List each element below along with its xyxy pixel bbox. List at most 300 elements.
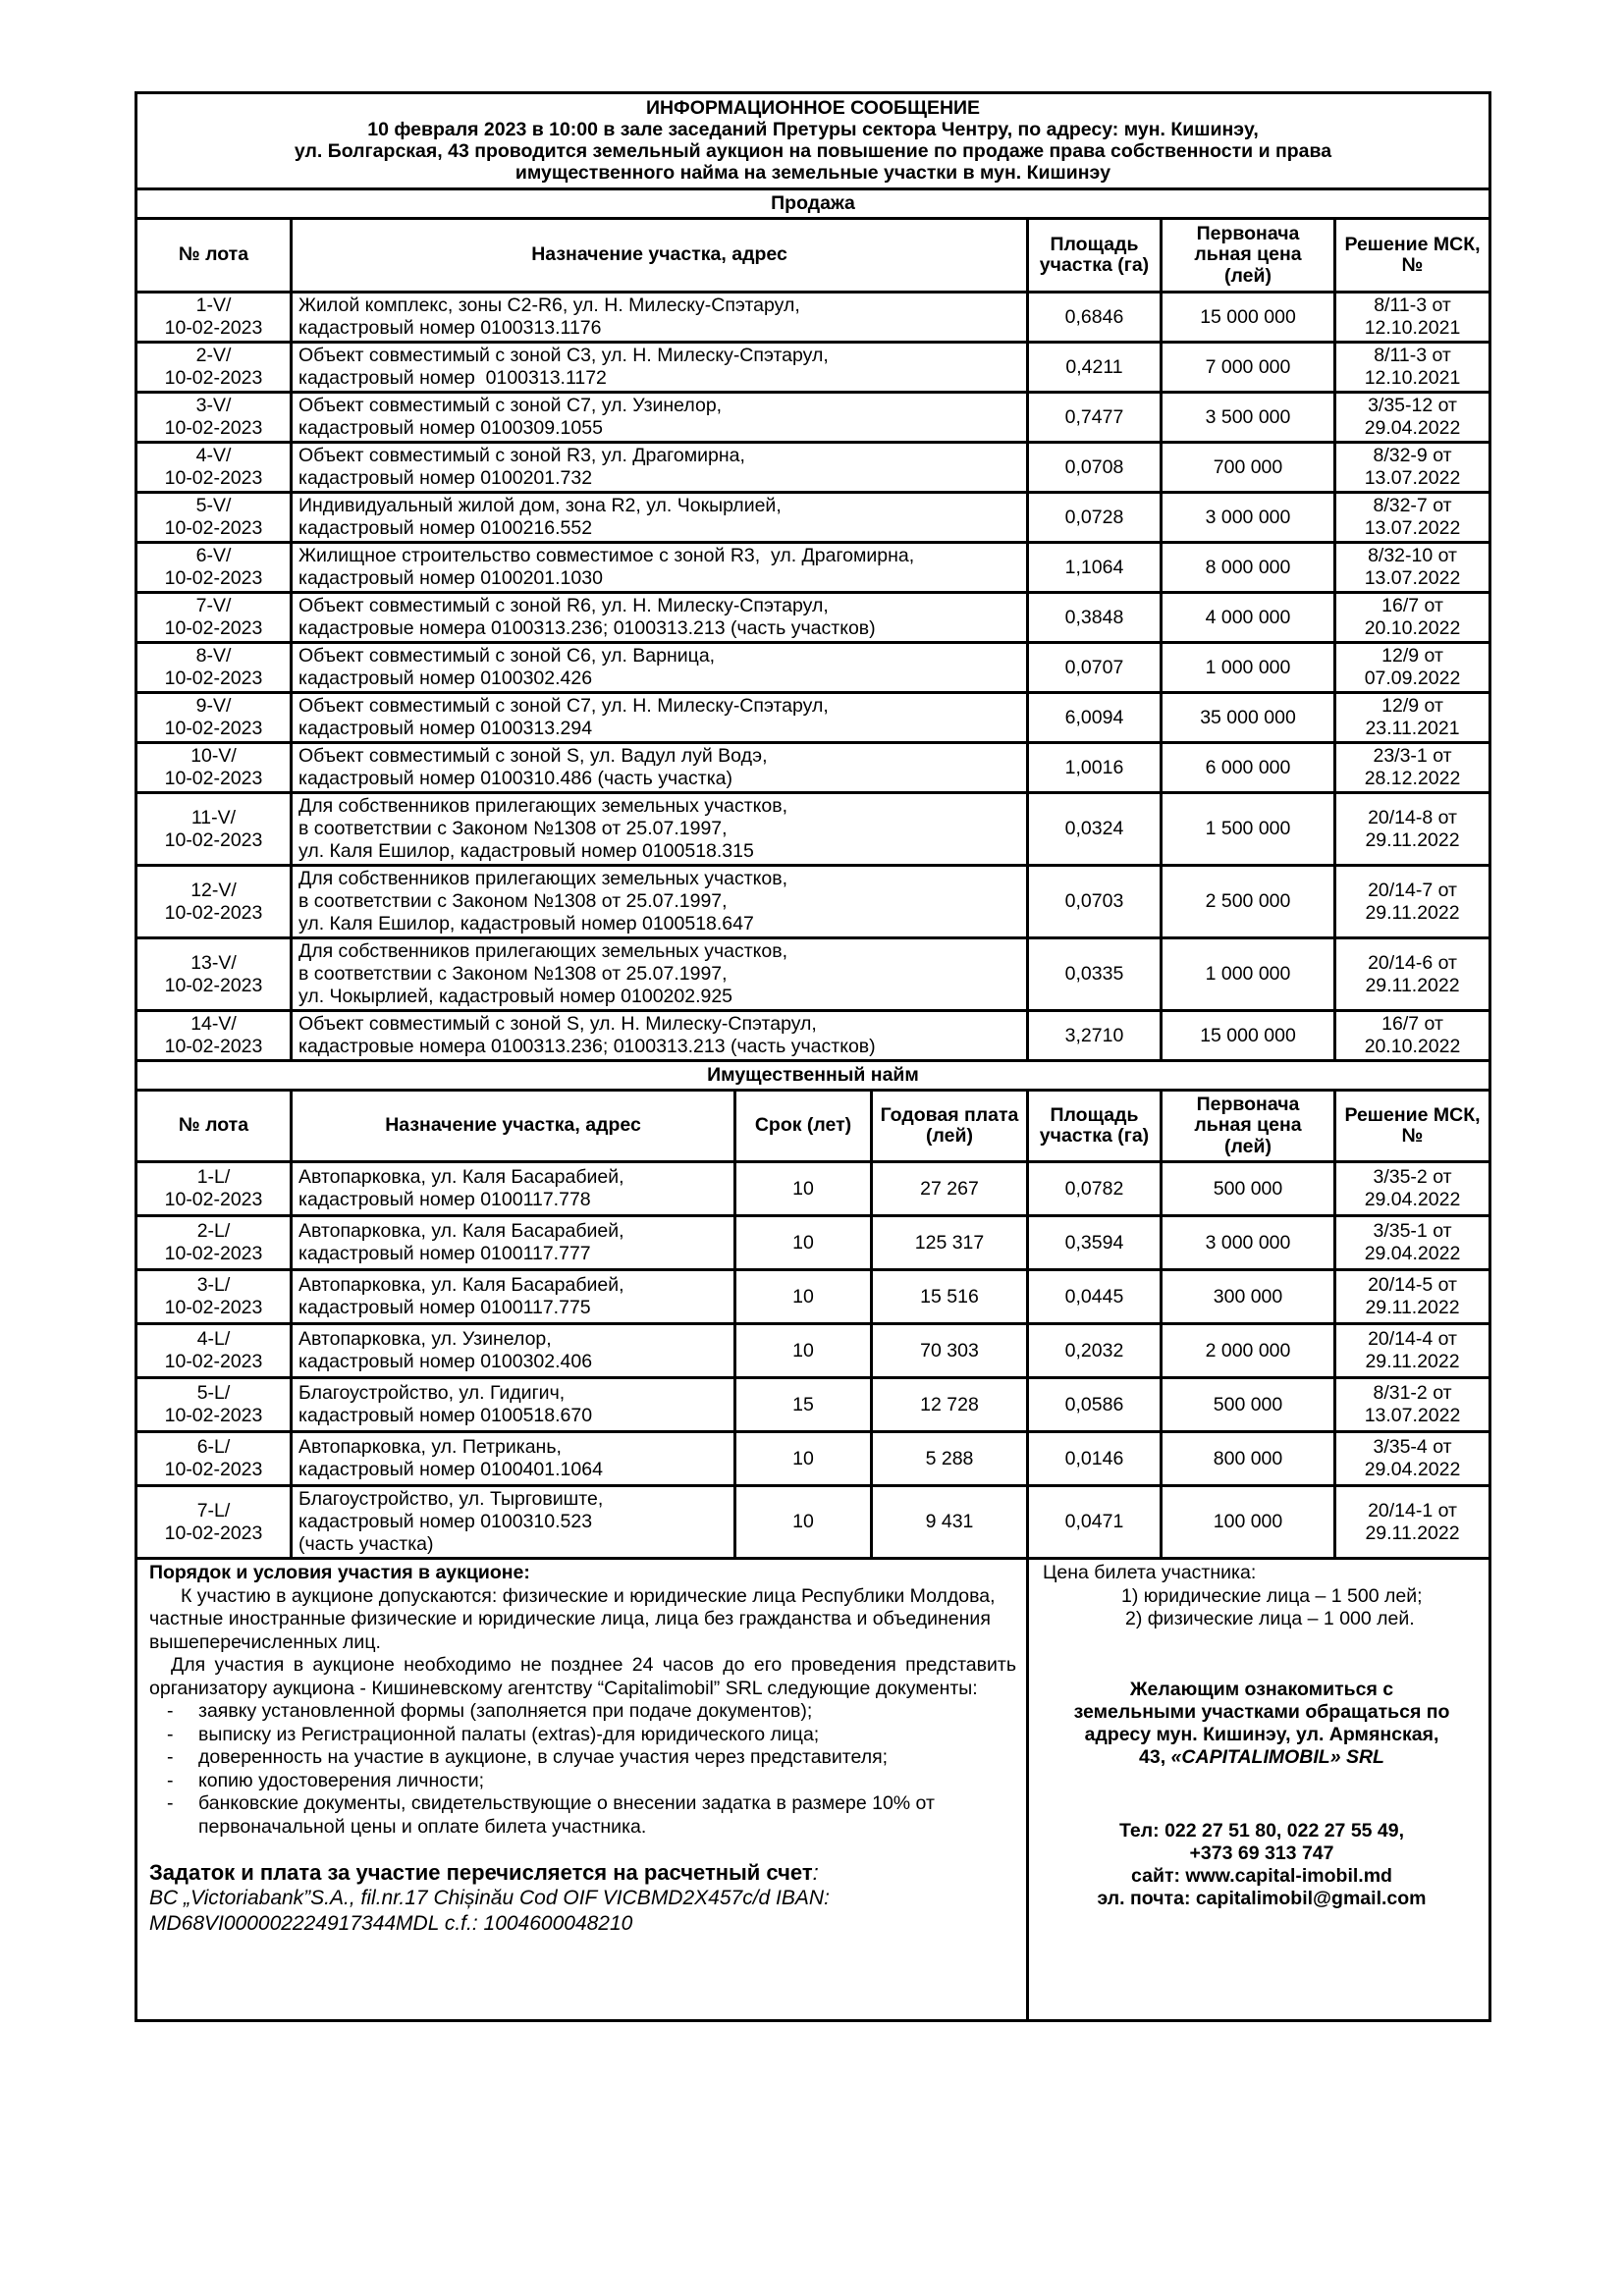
council-decision	[1335, 1486, 1490, 1559]
purpose-line: кадастровые номера 0100313.236; 0100313.213 (часть участков)	[298, 617, 876, 639]
lease-term: 10	[735, 1324, 872, 1378]
lot-code: 8-V/	[195, 645, 232, 667]
plot-area: 0,6846	[1028, 293, 1162, 343]
plot-purpose	[292, 938, 1028, 1011]
ticket-price-legal: 1) юридические лица – 1 500 лей;	[1121, 1584, 1423, 1607]
purpose-line: Благоустройство, ул. Гидигич,	[298, 1382, 566, 1404]
plot-area: 0,0782	[1028, 1162, 1162, 1216]
col-price: Первонача льная цена (лей)	[1162, 1091, 1335, 1162]
lease-row	[136, 1432, 1490, 1486]
conditions-para-1: К участию в аукционе допускаются: физические и юридические лица Республики Молдова, частные иностранные физические и юридические лица, лица без гражданства и объединения вышеперечисленных лиц.	[149, 1584, 996, 1653]
decision-number: 12/9 от	[1381, 645, 1443, 667]
plot-purpose	[292, 393, 1028, 443]
lot-code: 9-V/	[195, 695, 232, 717]
plot-area: 1,0016	[1028, 743, 1162, 793]
lot-date: 10-02-2023	[164, 1522, 263, 1544]
decision-number: 20/14-8 от	[1368, 806, 1457, 828]
purpose-line: Жилой комплекс, зоны С2-R6, ул. Н. Милеску-Спэтарул,	[298, 294, 800, 316]
notice-header	[136, 93, 1490, 189]
decision-date: 29.11.2022	[1365, 1297, 1460, 1318]
purpose-line: кадастровый номер 0100302.426	[298, 667, 593, 689]
starting-price: 500 000	[1162, 1162, 1335, 1216]
annual-fee: 5 288	[872, 1432, 1028, 1486]
lot-number	[136, 1011, 292, 1061]
purpose-line: кадастровый номер 0100313.1172	[298, 367, 607, 389]
lot-code: 6-V/	[195, 545, 232, 566]
purpose-line: Объект совместимый с зоной S, ул. Н. Милеску-Спэтарул,	[298, 1013, 817, 1035]
lot-code: 5-L/	[196, 1382, 231, 1404]
lot-number	[136, 1162, 292, 1216]
starting-price: 3 000 000	[1162, 493, 1335, 543]
lot-number	[136, 293, 292, 343]
sale-row	[136, 866, 1490, 938]
plot-area: 0,0707	[1028, 643, 1162, 693]
col-purpose: Назначение участка, адрес	[292, 219, 1028, 293]
purpose-line: Автопарковка, ул. Узинелор,	[298, 1328, 552, 1350]
plot-purpose	[292, 493, 1028, 543]
lot-number	[136, 1270, 292, 1324]
purpose-line: Автопарковка, ул. Петрикань,	[298, 1436, 562, 1458]
decision-date: 29.11.2022	[1365, 901, 1460, 924]
lot-date: 10-02-2023	[164, 1297, 263, 1318]
mobile-number: +373 69 313 747	[1189, 1842, 1334, 1864]
website-link[interactable]: сайт: www.capital-imobil.md	[1131, 1864, 1392, 1887]
plot-purpose	[292, 1270, 735, 1324]
notice-line-2: ул. Болгарская, 43 проводится земельный аукцион на повышение по продаже права собственности и права	[294, 140, 1332, 162]
lot-code: 4-L/	[196, 1328, 231, 1350]
col-decision: Решение МСК, №	[1335, 219, 1490, 293]
council-decision	[1335, 293, 1490, 343]
starting-price: 3 500 000	[1162, 393, 1335, 443]
col-annual-fee: Годовая плата (лей)	[872, 1091, 1028, 1162]
plot-purpose	[292, 1011, 1028, 1061]
starting-price: 1 500 000	[1162, 793, 1335, 866]
starting-price: 300 000	[1162, 1270, 1335, 1324]
council-decision	[1335, 343, 1490, 393]
starting-price: 100 000	[1162, 1486, 1335, 1559]
council-decision	[1335, 1270, 1490, 1324]
lot-date: 10-02-2023	[164, 617, 263, 639]
council-decision	[1335, 693, 1490, 743]
plot-area: 0,4211	[1028, 343, 1162, 393]
purpose-line: Индивидуальный жилой дом, зона R2, ул. Чокырлией,	[298, 495, 782, 516]
plot-area: 0,3848	[1028, 593, 1162, 643]
plot-purpose	[292, 1324, 735, 1378]
phones-block	[1043, 1820, 1481, 1910]
lot-date: 10-02-2023	[164, 974, 263, 996]
lot-code: 2-V/	[195, 345, 232, 366]
lot-code: 10-V/	[190, 745, 237, 767]
ticket-price-title: Цена билета участника:	[1043, 1562, 1257, 1583]
contact-line	[1043, 1746, 1481, 1769]
starting-price: 4 000 000	[1162, 593, 1335, 643]
purpose-line: кадастровый номер 0100216.552	[298, 517, 593, 539]
lot-date: 10-02-2023	[164, 768, 263, 789]
purpose-line: Для собственников прилегающих земельных участков,	[298, 795, 788, 817]
notice-line-1: 10 февраля 2023 в 10:00 в зале заседаний Претуры сектора Чентру, по адресу: мун. Кишинэу,	[367, 119, 1259, 140]
conditions-panel	[136, 1559, 1028, 2021]
decision-date: 29.04.2022	[1364, 1189, 1461, 1210]
bank-details-line-1: BC „Victoriabank”S.A., fil.nr.17 Chișinău Cod OIF VICBMD2X457c/d IBAN:	[149, 1887, 830, 1909]
lot-code: 1-L/	[196, 1166, 231, 1188]
decision-date: 20.10.2022	[1364, 1036, 1461, 1057]
decision-date: 12.10.2021	[1364, 367, 1461, 389]
purpose-line: кадастровый номер 0100401.1064	[298, 1459, 603, 1480]
lot-number	[136, 1324, 292, 1378]
lot-date: 10-02-2023	[164, 1459, 263, 1480]
decision-number: 16/7 от	[1381, 1013, 1443, 1035]
lot-code: 7-V/	[195, 595, 232, 616]
lot-date: 10-02-2023	[164, 1405, 263, 1426]
col-decision: Решение МСК, №	[1335, 1091, 1490, 1162]
decision-date: 07.09.2022	[1364, 667, 1461, 689]
decision-number: 8/31-2 от	[1373, 1382, 1452, 1404]
lot-date: 10-02-2023	[164, 901, 263, 924]
plot-area: 1,1064	[1028, 543, 1162, 593]
plot-purpose	[292, 1162, 735, 1216]
purpose-line: кадастровый номер 0100310.486 (часть участка)	[298, 768, 732, 789]
decision-date: 13.07.2022	[1364, 517, 1461, 539]
sale-row	[136, 493, 1490, 543]
decision-date: 29.04.2022	[1364, 417, 1461, 439]
lot-number	[136, 1378, 292, 1432]
sale-section-row	[136, 189, 1490, 219]
decision-number: 12/9 от	[1381, 695, 1443, 717]
lot-number	[136, 593, 292, 643]
starting-price: 6 000 000	[1162, 743, 1335, 793]
lease-row	[136, 1162, 1490, 1216]
lot-date: 10-02-2023	[164, 567, 263, 589]
lease-row	[136, 1324, 1490, 1378]
lot-date: 10-02-2023	[164, 1351, 263, 1372]
purpose-line: кадастровый номер 0100310.523	[298, 1511, 593, 1532]
lot-code: 11-V/	[190, 806, 237, 828]
plot-purpose	[292, 343, 1028, 393]
email-link[interactable]: эл. почта: capitalimobil@gmail.com	[1097, 1887, 1427, 1909]
lease-rows	[136, 1162, 1490, 1559]
decision-number: 20/14-1 от	[1368, 1499, 1457, 1522]
decision-number: 3/35-1 от	[1373, 1220, 1452, 1242]
council-decision	[1335, 793, 1490, 866]
lot-date: 10-02-2023	[164, 417, 263, 439]
lease-term: 15	[735, 1378, 872, 1432]
plot-area: 0,0445	[1028, 1270, 1162, 1324]
purpose-line: Объект совместимый с зоной R6, ул. Н. Милеску-Спэтарул,	[298, 595, 829, 616]
contact-panel	[1028, 1559, 1490, 2021]
sale-row	[136, 693, 1490, 743]
decision-number: 20/14-4 от	[1368, 1328, 1457, 1350]
sale-section-title: Продажа	[136, 189, 1490, 219]
decision-number: 20/14-6 от	[1368, 951, 1457, 974]
plot-purpose	[292, 793, 1028, 866]
decision-date: 29.11.2022	[1365, 828, 1460, 851]
purpose-line: Объект совместимый с зоной R3, ул. Драгомирна,	[298, 445, 745, 466]
plot-area: 0,0335	[1028, 938, 1162, 1011]
purpose-line: Для собственников прилегающих земельных участков,	[298, 940, 788, 962]
lot-number	[136, 793, 292, 866]
decision-date: 29.11.2022	[1365, 1522, 1460, 1544]
lease-term: 10	[735, 1486, 872, 1559]
purpose-line: Для собственников прилегающих земельных участков,	[298, 868, 788, 889]
council-decision	[1335, 593, 1490, 643]
plot-purpose	[292, 1378, 735, 1432]
purpose-line: Благоустройство, ул. Тырговиште,	[298, 1488, 604, 1510]
contact-line: адресу мун. Кишинэу, ул. Армянская,	[1084, 1723, 1439, 1745]
lot-date: 10-02-2023	[164, 467, 263, 489]
decision-date: 29.11.2022	[1365, 974, 1460, 996]
purpose-line: Объект совместимый с зоной С7, ул. Узинелор,	[298, 395, 723, 416]
annual-fee: 125 317	[872, 1216, 1028, 1270]
col-lot: № лота	[136, 1091, 292, 1162]
plot-area: 0,0586	[1028, 1378, 1162, 1432]
lot-code: 5-V/	[195, 495, 232, 516]
council-decision	[1335, 493, 1490, 543]
decision-date: 13.07.2022	[1364, 467, 1461, 489]
lot-number	[136, 743, 292, 793]
lot-number	[136, 643, 292, 693]
sale-rows	[136, 293, 1490, 1061]
purpose-line: Объект совместимый с зоной S, ул. Вадул луй Водэ,	[298, 745, 768, 767]
notice-line-3: имущественного найма на земельные участки в мун. Кишинэу	[514, 162, 1111, 184]
lease-term: 10	[735, 1162, 872, 1216]
annual-fee: 9 431	[872, 1486, 1028, 1559]
starting-price: 1 000 000	[1162, 643, 1335, 693]
plot-purpose	[292, 743, 1028, 793]
lease-header-row	[136, 1091, 1490, 1162]
auction-table	[135, 91, 1491, 2022]
sale-row	[136, 793, 1490, 866]
lot-date: 10-02-2023	[164, 1243, 263, 1264]
council-decision	[1335, 1011, 1490, 1061]
lot-number	[136, 443, 292, 493]
decision-number: 16/7 от	[1381, 595, 1443, 616]
lease-row	[136, 1486, 1490, 1559]
decision-number: 8/32-9 от	[1373, 445, 1452, 466]
council-decision	[1335, 1378, 1490, 1432]
decision-date: 20.10.2022	[1364, 617, 1461, 639]
decision-date: 23.11.2021	[1365, 718, 1460, 739]
deposit-title	[149, 1860, 1016, 1886]
document-item: - доверенность на участие в аукционе, в случае участия через представителя;	[167, 1746, 1016, 1770]
document-item: - банковские документы, свидетельствующие о внесении задатка в размере 10% от первоначальной цены и оплате билета участника.	[167, 1792, 1016, 1839]
annual-fee: 27 267	[872, 1162, 1028, 1216]
sale-row	[136, 443, 1490, 493]
plot-purpose	[292, 593, 1028, 643]
col-price: Первонача льная цена (лей)	[1162, 219, 1335, 293]
sale-header-row	[136, 219, 1490, 293]
lot-number	[136, 938, 292, 1011]
lot-date: 10-02-2023	[164, 828, 263, 851]
decision-date: 29.04.2022	[1364, 1243, 1461, 1264]
lot-number	[136, 1216, 292, 1270]
plot-area: 6,0094	[1028, 693, 1162, 743]
ticket-price-individual: 2) физические лица – 1 000 лей.	[1125, 1608, 1415, 1629]
purpose-line: Объект совместимый с зоной С6, ул. Варница,	[298, 645, 716, 667]
purpose-line: в соответствии с Законом №1308 от 25.07.1997,	[298, 818, 728, 839]
annual-fee: 15 516	[872, 1270, 1028, 1324]
purpose-line: ул. Каля Ешилор, кадастровый номер 0100518.647	[298, 913, 754, 934]
conditions-row	[136, 1559, 1490, 2021]
lot-number	[136, 393, 292, 443]
phone-numbers: Тел: 022 27 51 80, 022 27 55 49,	[1118, 1819, 1405, 1842]
decision-number: 23/3-1 от	[1373, 745, 1452, 767]
decision-number: 8/32-10 от	[1368, 545, 1457, 566]
purpose-line: Жилищное строительство совместимое с зоной R3, ул. Драгомирна,	[298, 545, 915, 566]
purpose-line: кадастровый номер 0100201.1030	[298, 567, 603, 589]
purpose-line: кадастровый номер 0100518.670	[298, 1405, 593, 1426]
starting-price: 15 000 000	[1162, 1011, 1335, 1061]
purpose-line: ул. Каля Ешилор, кадастровый номер 0100518.315	[298, 840, 754, 862]
information-notice	[135, 91, 1489, 2022]
decision-date: 13.07.2022	[1364, 567, 1461, 589]
plot-purpose	[292, 643, 1028, 693]
purpose-line: ул. Чокырлией, кадастровый номер 0100202.925	[298, 986, 733, 1007]
lease-section-title: Имущественный найм	[136, 1061, 1490, 1091]
plot-area: 0,0728	[1028, 493, 1162, 543]
starting-price: 2 500 000	[1162, 866, 1335, 938]
sale-row	[136, 643, 1490, 693]
lease-row	[136, 1270, 1490, 1324]
lease-row	[136, 1378, 1490, 1432]
plot-area: 3,2710	[1028, 1011, 1162, 1061]
purpose-line: кадастровый номер 0100117.777	[298, 1243, 591, 1264]
bank-details-line-2: MD68VI000002224917344MDL c.f.: 1004600048210	[149, 1912, 633, 1935]
plot-area: 0,0703	[1028, 866, 1162, 938]
col-area: Площадь участка (га)	[1028, 1091, 1162, 1162]
decision-date: 29.04.2022	[1364, 1459, 1461, 1480]
starting-price: 15 000 000	[1162, 293, 1335, 343]
council-decision	[1335, 1216, 1490, 1270]
lot-number	[136, 866, 292, 938]
lease-term: 10	[735, 1216, 872, 1270]
council-decision	[1335, 1324, 1490, 1378]
decision-number: 3/35-4 от	[1373, 1436, 1452, 1458]
plot-purpose	[292, 1486, 735, 1559]
purpose-line: (часть участка)	[298, 1533, 434, 1555]
sale-row	[136, 293, 1490, 343]
sale-row	[136, 543, 1490, 593]
decision-date: 29.11.2022	[1365, 1351, 1460, 1372]
sale-row	[136, 593, 1490, 643]
deposit-title-text: Задаток и плата за участие перечисляется на расчетный счет	[149, 1860, 813, 1885]
council-decision	[1335, 443, 1490, 493]
decision-number: 8/11-3 от	[1374, 345, 1451, 366]
purpose-line: кадастровый номер 0100117.775	[298, 1297, 591, 1318]
purpose-line: Объект совместимый с зоной С7, ул. Н. Милеску-Спэтарул,	[298, 695, 829, 717]
starting-price: 500 000	[1162, 1378, 1335, 1432]
decision-number: 20/14-7 от	[1368, 879, 1457, 901]
starting-price: 800 000	[1162, 1432, 1335, 1486]
company-name: «CAPITALIMOBIL» SRL	[1170, 1745, 1384, 1768]
lease-term: 10	[735, 1270, 872, 1324]
purpose-line: кадастровый номер 0100201.732	[298, 467, 593, 489]
plot-purpose	[292, 1216, 735, 1270]
plot-area: 0,2032	[1028, 1324, 1162, 1378]
plot-area: 0,3594	[1028, 1216, 1162, 1270]
contact-info	[1043, 1679, 1481, 1769]
purpose-line: кадастровый номер 0100309.1055	[298, 417, 603, 439]
lot-number	[136, 543, 292, 593]
council-decision	[1335, 866, 1490, 938]
decision-number: 3/35-12 от	[1368, 395, 1457, 416]
lot-date: 10-02-2023	[164, 718, 263, 739]
decision-date: 28.12.2022	[1364, 768, 1461, 789]
lot-code: 4-V/	[195, 445, 232, 466]
council-decision	[1335, 643, 1490, 693]
plot-area: 0,0708	[1028, 443, 1162, 493]
lease-term: 10	[735, 1432, 872, 1486]
contact-line: Желающим ознакомиться с	[1129, 1678, 1394, 1700]
plot-area: 0,7477	[1028, 393, 1162, 443]
decision-number: 8/11-3 от	[1374, 294, 1451, 316]
plot-purpose	[292, 866, 1028, 938]
lot-date: 10-02-2023	[164, 317, 263, 339]
plot-area: 0,0324	[1028, 793, 1162, 866]
lot-date: 10-02-2023	[164, 367, 263, 389]
purpose-line: кадастровый номер 0100313.1176	[298, 317, 602, 339]
lot-number	[136, 1486, 292, 1559]
purpose-line: кадастровый номер 0100302.406	[298, 1351, 593, 1372]
plot-purpose	[292, 293, 1028, 343]
lot-code: 1-V/	[195, 294, 232, 316]
sale-row	[136, 1011, 1490, 1061]
starting-price: 1 000 000	[1162, 938, 1335, 1011]
sale-row	[136, 393, 1490, 443]
plot-area: 0,0471	[1028, 1486, 1162, 1559]
lot-number	[136, 493, 292, 543]
council-decision	[1335, 743, 1490, 793]
annual-fee: 70 303	[872, 1324, 1028, 1378]
purpose-line: в соответствии с Законом №1308 от 25.07.1997,	[298, 890, 728, 912]
deposit-colon: :	[812, 1860, 819, 1885]
purpose-line: кадастровый номер 0100313.294	[298, 718, 593, 739]
document-item: - выписку из Регистрационной палаты (extras)-для юридического лица;	[167, 1724, 1016, 1747]
col-purpose: Назначение участка, адрес	[292, 1091, 735, 1162]
plot-purpose	[292, 443, 1028, 493]
council-decision	[1335, 393, 1490, 443]
council-decision	[1335, 1162, 1490, 1216]
lot-date: 10-02-2023	[164, 667, 263, 689]
document-item: - копию удостоверения личности;	[167, 1770, 1016, 1793]
lot-number	[136, 1432, 292, 1486]
plot-purpose	[292, 693, 1028, 743]
plot-purpose	[292, 1432, 735, 1486]
purpose-line: в соответствии с Законом №1308 от 25.07.1997,	[298, 963, 728, 985]
col-lot: № лота	[136, 219, 292, 293]
annual-fee: 12 728	[872, 1378, 1028, 1432]
lot-number	[136, 343, 292, 393]
documents-list	[149, 1700, 1016, 1839]
starting-price: 35 000 000	[1162, 693, 1335, 743]
lot-code: 12-V/	[190, 879, 237, 901]
conditions-title: Порядок и условия участия в аукционе:	[149, 1562, 530, 1583]
plot-area: 0,0146	[1028, 1432, 1162, 1486]
starting-price: 7 000 000	[1162, 343, 1335, 393]
sale-row	[136, 938, 1490, 1011]
purpose-line: Автопарковка, ул. Каля Басарабией,	[298, 1274, 624, 1296]
lot-code: 6-L/	[196, 1436, 231, 1458]
starting-price: 2 000 000	[1162, 1324, 1335, 1378]
council-decision	[1335, 1432, 1490, 1486]
lease-section-row	[136, 1061, 1490, 1091]
decision-number: 8/32-7 от	[1373, 495, 1452, 516]
notice-title: ИНФОРМАЦИОННОЕ СООБЩЕНИЕ	[645, 97, 981, 119]
lot-date: 10-02-2023	[164, 517, 263, 539]
lot-code: 3-L/	[196, 1274, 231, 1296]
starting-price: 8 000 000	[1162, 543, 1335, 593]
purpose-line: Автопарковка, ул. Каля Басарабией,	[298, 1220, 624, 1242]
lot-code: 7-L/	[196, 1499, 231, 1522]
